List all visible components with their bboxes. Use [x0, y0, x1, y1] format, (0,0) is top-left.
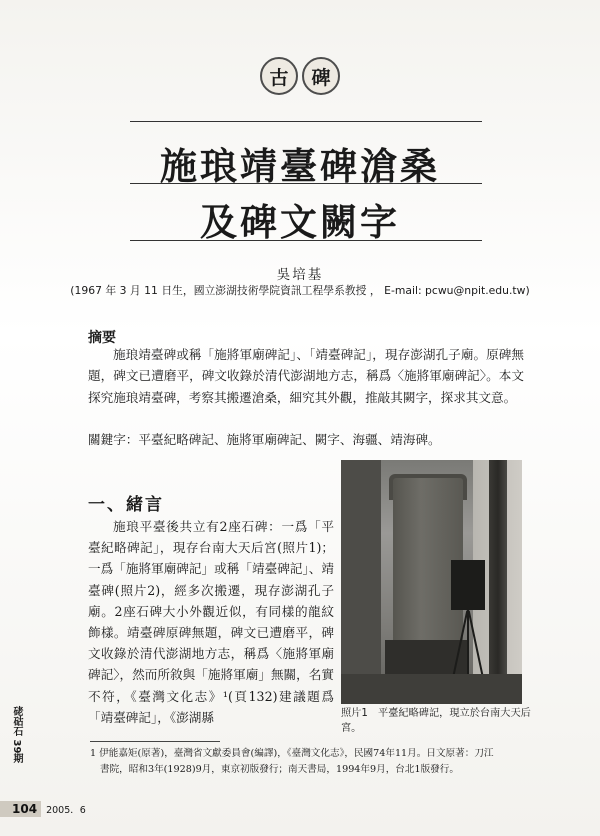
article-title-line-2: 及碑文闕字 — [200, 201, 400, 244]
article-title-line-1: 施琅靖臺碑滄桑 — [160, 145, 440, 188]
page-folio — [0, 801, 86, 817]
stele-photo — [341, 460, 522, 704]
photo-tripod-leg — [467, 610, 469, 680]
footnote — [90, 746, 530, 778]
photo-wall-shadow — [341, 460, 381, 704]
keywords: 關鍵字：平臺紀略碑記、施將軍廟碑記、闕字、海疆、靖海碑。 — [88, 432, 441, 447]
footnote-line-2: 書院，昭和3年(1928)9月，東京初版發行；南天書局，1994年9月，台北1版發行。 — [100, 764, 459, 775]
title-rule-middle — [130, 183, 482, 184]
photo-speaker — [451, 560, 485, 610]
section-heading: 一、緒言 — [88, 495, 164, 515]
photo-floor — [341, 674, 522, 704]
title-rule-bottom — [130, 240, 482, 241]
photo-caption: 照片1 平臺紀略碑記，現立於台南大天后宮。 — [341, 708, 531, 734]
abstract-heading: 摘要 — [88, 330, 116, 346]
issue-date: 2005．6 — [46, 805, 86, 816]
title-rule-top — [130, 121, 482, 122]
footnote-line-1: 1 伊能嘉矩(原著)，臺灣省文獻委員會(編譯)，《臺灣文化志》，民國74年11月。日文原著：刀江 — [90, 748, 494, 759]
section-body: 施琅平臺後共立有2座石碑：一爲「平臺紀略碑記」，現存台南大天后宮(照片1)；一爲「施將軍廟碑記」或稱「靖臺碑記」、靖臺碑(照片2)，經多次搬遷，現存澎湖孔子廟。2座石碑大小外觀近似，有同樣的龍紋飾樣。靖臺碑原碑無題，碑文已遭磨平，碑文收錄於清代澎湖地方志，稱爲〈施將軍廟碑記〉，然而所敘與「施將軍廟」無關，名實不符，《臺灣文化志》¹(頁132)建議題爲「靖臺碑記」，《澎湖縣 — [88, 519, 334, 725]
abstract-body: 施琅靖臺碑或稱「施將軍廟碑記」、「靖臺碑記」，現存澎湖孔子廟。原碑無題，碑文已遭磨平，碑文收錄於清代澎湖地方志，稱爲〈施將軍廟碑記〉。本文探究施琅靖臺碑，考察其搬遷滄桑，細究其外觀，推敲其闕字，探求其文意。 — [88, 347, 524, 405]
category-badge — [0, 56, 600, 96]
author-name: 吳培基 — [276, 267, 324, 283]
category-char-1: 古 — [260, 57, 298, 95]
page-number: 104 — [0, 801, 41, 817]
category-char-2: 碑 — [302, 57, 340, 95]
footnote-rule — [90, 741, 220, 742]
author-affiliation: (1967 年 3 月 11 日生，國立澎湖技術學院資訊工程學系教授 ， E-mail: pcwu@npit.edu.tw) — [70, 284, 530, 297]
journal-side-tab: 硓𥑮石 39期 — [11, 706, 22, 764]
photo-pillar — [489, 460, 507, 704]
